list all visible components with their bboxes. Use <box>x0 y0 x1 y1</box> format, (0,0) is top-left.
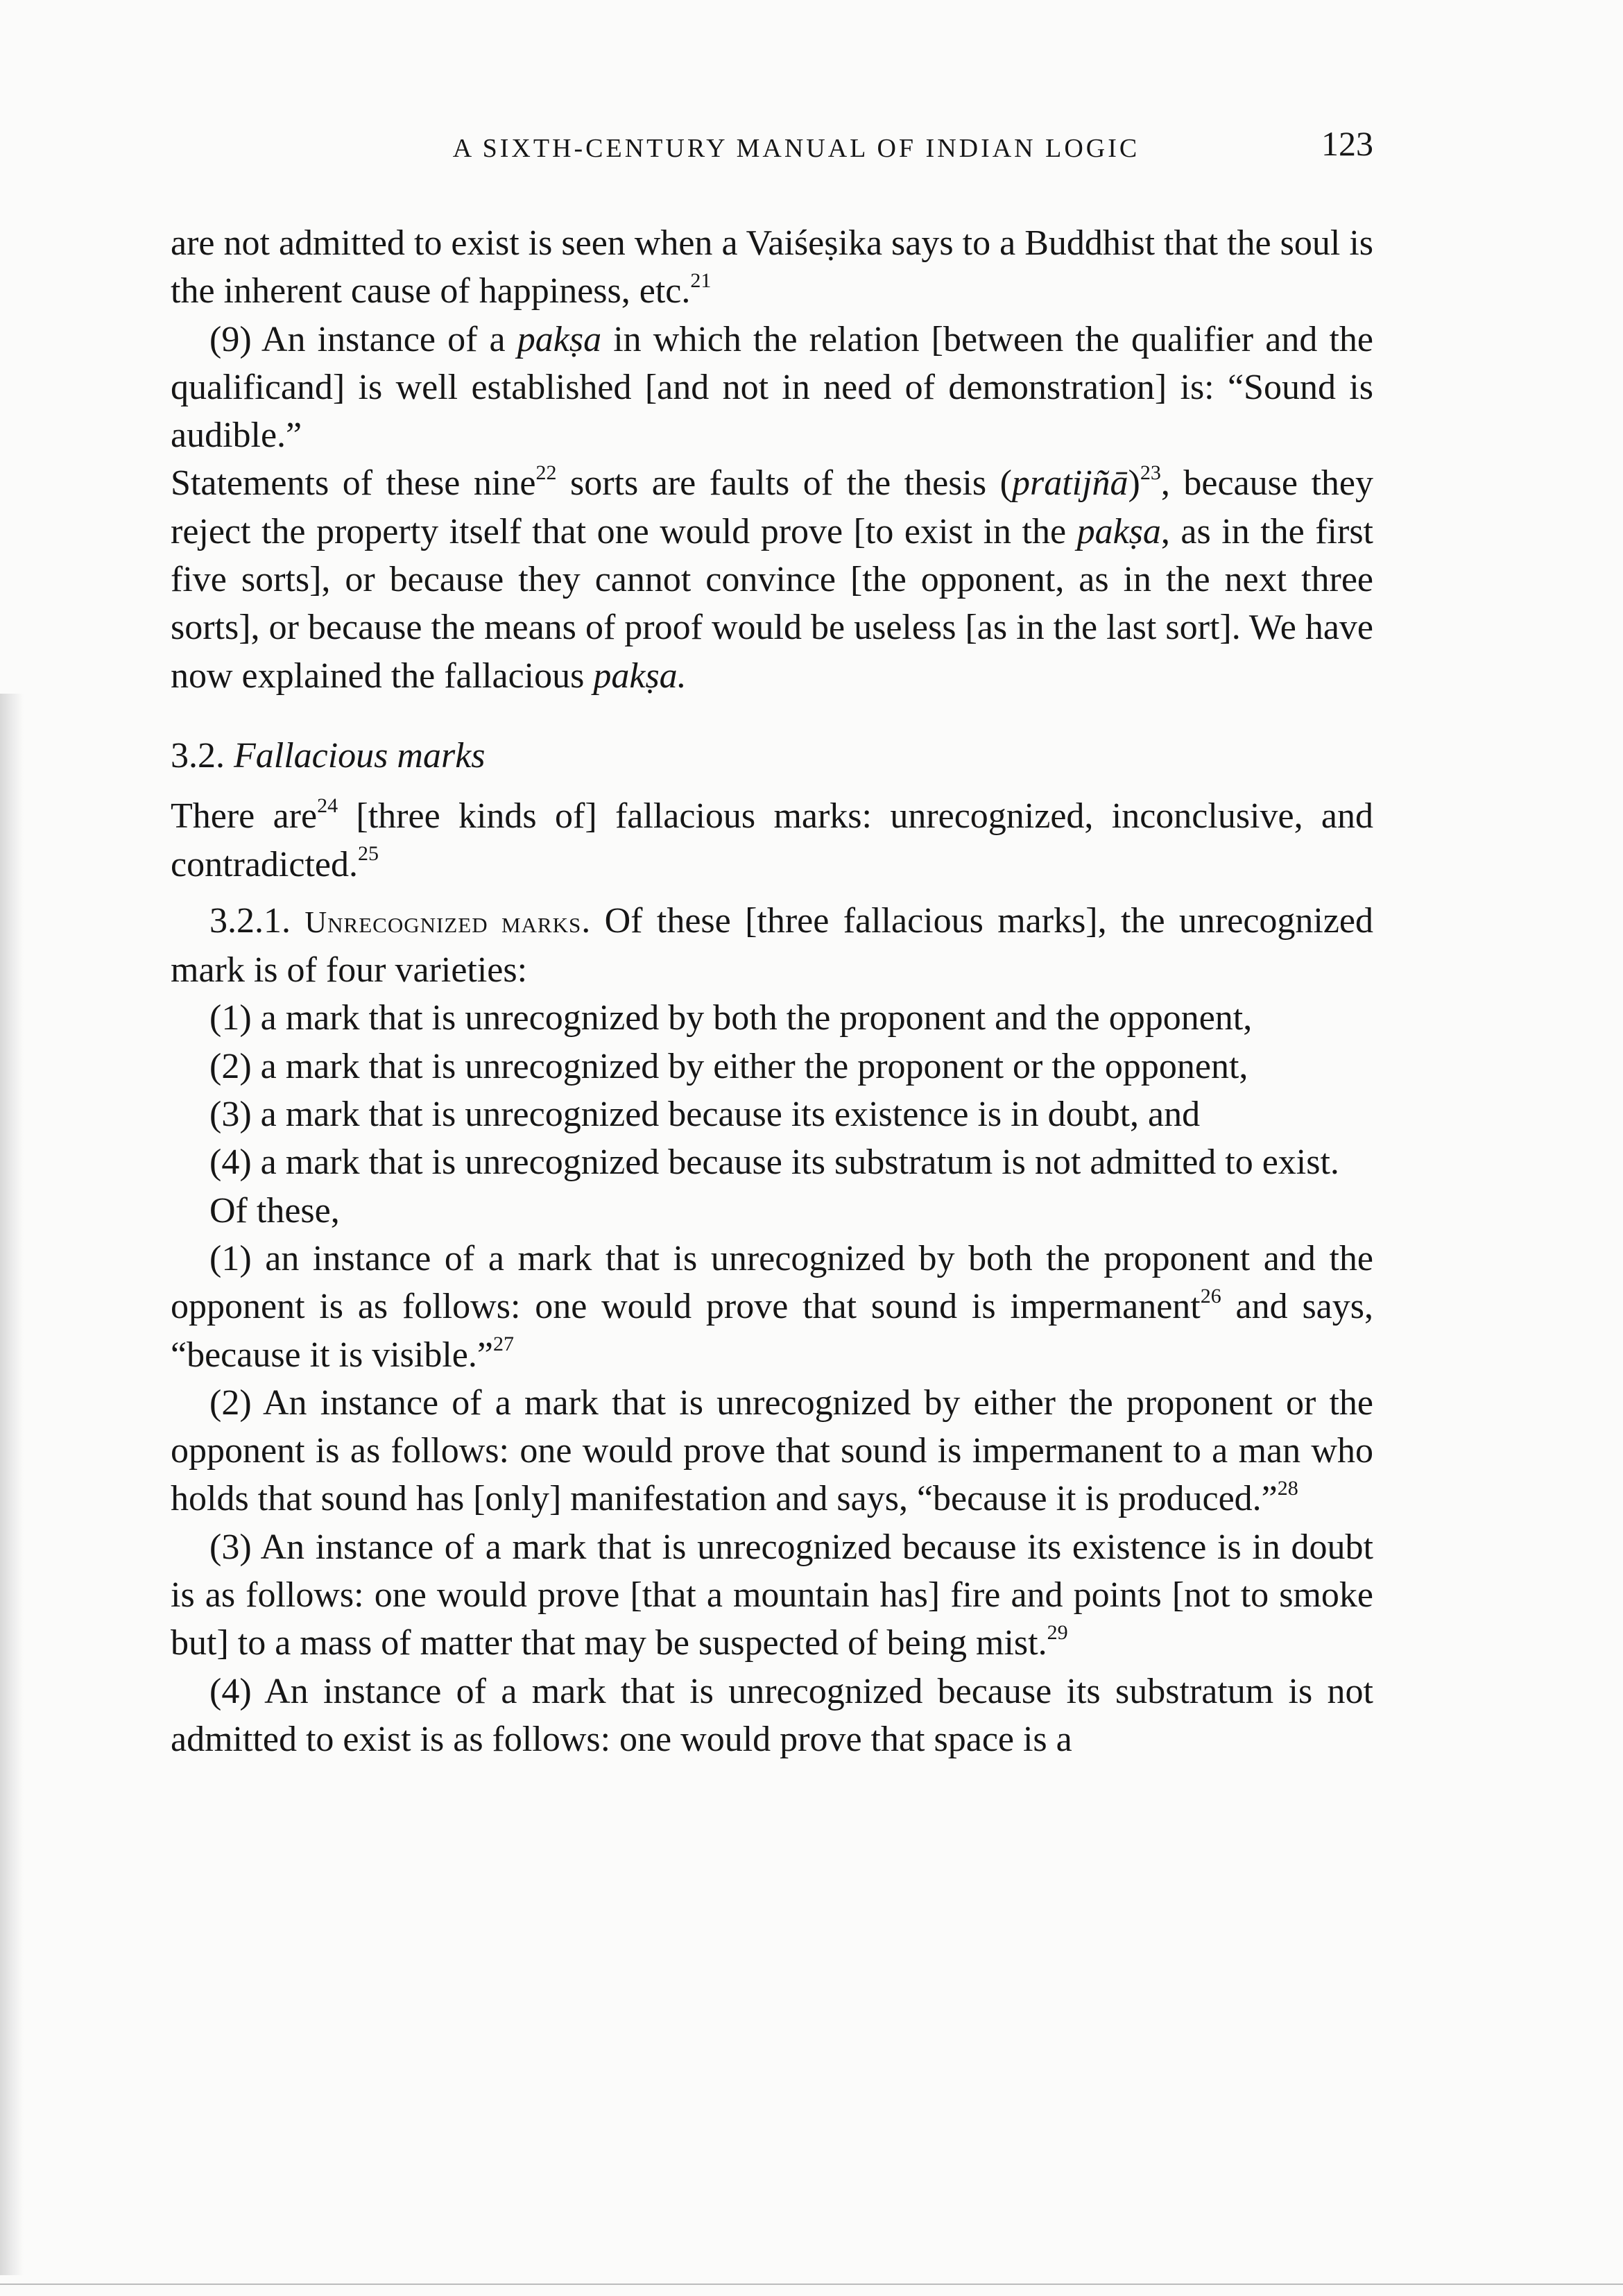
running-head: A SIXTH-CENTURY MANUAL OF INDIAN LOGIC <box>452 134 1140 163</box>
scan-bottom-edge <box>0 2284 1623 2285</box>
footnote-ref-24: 24 <box>317 794 338 817</box>
paragraph-unrecognized-marks: 3.2.1. Unrecognized marks. Of these [three fallacious marks], the unrecognized mark is of four varieties: <box>171 900 1374 991</box>
body-text <box>171 219 1373 1763</box>
footnote-ref-23: 23 <box>1140 461 1161 485</box>
paragraph-continuation: are not admitted to exist is seen when a Vaiśeṣika says to a Buddhist that the soul is the inherent cause of happiness, etc.$^{21}$ <box>171 223 1373 311</box>
page-header <box>171 123 1373 179</box>
section-heading: 3.2. Fallacious marks <box>171 735 486 776</box>
list-item: (1) a mark that is unrecognized by both the proponent and the opponent, <box>209 998 1253 1038</box>
paragraph-instance-4: (4) An instance of a mark that is unrecognized because its substratum is not admitted to exist is as follows: one would prove that space is a <box>171 1671 1373 1759</box>
list-item: (2) a mark that is unrecognized by either the proponent or the opponent, <box>209 1046 1248 1086</box>
page-number: 123 <box>1321 124 1373 163</box>
paragraph-instance-2: (2) An instance of a mark that is unrecognized by either the proponent or the opponent is as follows: one would prove that sound is impermanent to a man who holds that sound has [only] manifestation and says, “because it is produced.”$^{28}$ <box>171 1382 1373 1519</box>
footnote-ref-28: 28 <box>1277 1477 1298 1500</box>
list-item: (3) a mark that is unrecognized because its existence is in doubt, and <box>209 1095 1201 1135</box>
paragraph-fallacious-marks: There are$^{24}$ [three kinds of] fallacious marks: unrecognized, inconclusive, and contradicted.$^{25}$ <box>171 794 1373 884</box>
paragraph-statements: Statements of these nine$^{22}$ sorts are faults of the thesis (pratijñā)$^{23}$, because they reject the property itself that one would prove [to exist in the pakṣa, as in the first five sorts], or because they cannot convince [the opponent, as in the next three sorts], or because the means of proof would be useless [as in the last sort]. We have now explained the fallacious pakṣa. <box>171 461 1374 696</box>
paragraph-instance-1: (1) an instance of a mark that is unrecognized by both the proponent and the opponent is as follows: one would prove that sound is impermanent$^{26}$ and says, “because it is visible.”$^{27}$ <box>171 1238 1373 1375</box>
subsection-title: Unrecognized marks <box>304 905 582 939</box>
footnote-ref-21: 21 <box>690 268 712 292</box>
paragraph-of-these: Of these, <box>209 1190 340 1231</box>
footnote-ref-26: 26 <box>1200 1284 1221 1308</box>
footnote-ref-25: 25 <box>357 842 379 866</box>
paragraph-instance-3: (3) An instance of a mark that is unrecognized because its existence is in doubt is as follows: one would prove [that a mountain has] fire and points [not to smoke but] to a mass of matter that may be suspected of being mist.$^{29}$ <box>171 1527 1373 1663</box>
footnote-ref-22: 22 <box>535 461 557 485</box>
paragraph-item-9: (9) An instance of a pakṣa in which the relation [between the qualifier and the qualificand] is well established [and not in need of demonstration] is: “Sound is audible.” <box>171 319 1373 456</box>
list-item: (4) a mark that is unrecognized because its substratum is not admitted to exist. <box>209 1142 1339 1183</box>
footnote-ref-27: 27 <box>492 1333 514 1356</box>
footnote-ref-29: 29 <box>1047 1620 1068 1644</box>
scan-edge-shadow <box>0 694 24 2275</box>
